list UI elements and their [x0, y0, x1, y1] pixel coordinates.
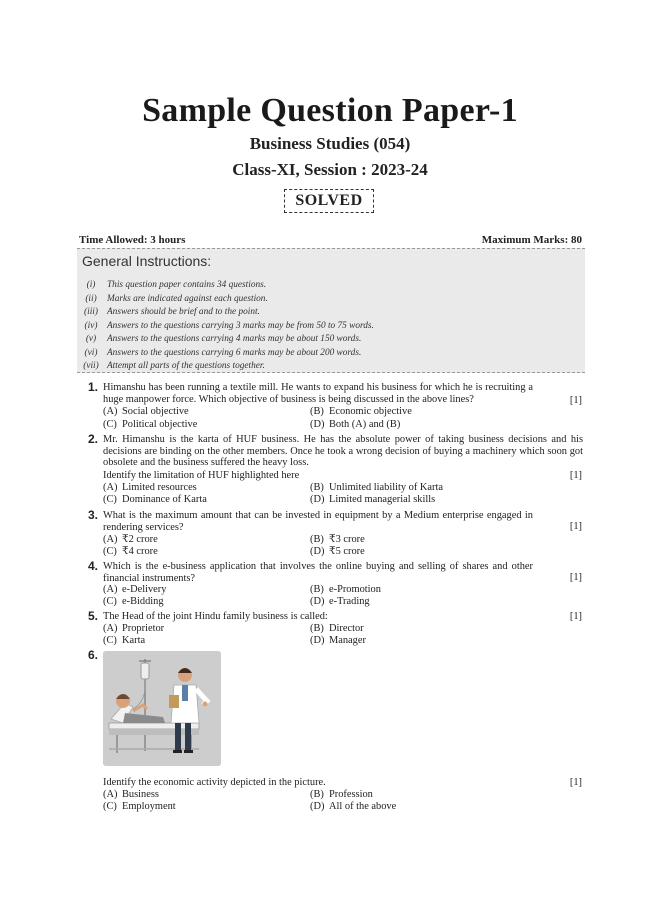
option-text: Dominance of Karta — [122, 494, 207, 505]
option-letter: (C) — [103, 635, 117, 646]
option-b — [310, 623, 364, 634]
option-letter: (D) — [310, 801, 325, 812]
option-text: e-Trading — [329, 596, 370, 607]
doctor-patient-illustration — [103, 651, 221, 766]
option-d — [310, 545, 365, 557]
option-c — [103, 801, 176, 812]
question-text: Which is the e-business application that involves the online buying and selling of shares and other financial instruments? — [103, 561, 533, 584]
option-text: ₹3 crore — [329, 534, 365, 545]
instruction-number: (i) — [86, 280, 96, 290]
question-text: Mr. Himanshu is the karta of HUF business. He has the absolute power of taking business decisions and his decisions are binding on the other members. Once he took a wrong decision of buying a machinery which soon got obsolete and the business suffered the heavy loss. — [103, 434, 583, 468]
instruction-text: Answers should be brief and to the point. — [107, 307, 260, 317]
instruction-text: Answers to the questions carrying 3 marks may be from 50 to 75 words. — [107, 320, 374, 331]
exam-meta — [79, 234, 582, 246]
option-letter: (C) — [103, 494, 117, 505]
option-text: Karta — [122, 635, 146, 646]
option-letter: (A) — [103, 584, 118, 595]
maximum-marks: Maximum Marks: 80 — [481, 234, 582, 246]
instruction-number: (vii) — [83, 361, 99, 371]
question-number: 4. — [88, 559, 99, 573]
option-text: Social objective — [122, 406, 189, 417]
option-text: Profession — [329, 789, 373, 800]
option-b — [310, 584, 381, 595]
option-letter: (A) — [103, 406, 118, 417]
option-d — [310, 801, 396, 812]
question-marks: [1] — [569, 572, 582, 583]
question-number: 1. — [88, 380, 99, 394]
question-text: Identify the economic activity depicted in the picture. — [103, 777, 326, 788]
instruction-number: (ii) — [85, 293, 97, 304]
instruction-text: Attempt all parts of the questions together. — [107, 361, 265, 371]
option-a — [103, 533, 158, 545]
option-c — [103, 494, 207, 505]
option-letter: (D) — [310, 596, 325, 607]
option-a — [103, 584, 166, 595]
question-number: 6. — [88, 648, 99, 662]
option-b — [310, 789, 373, 800]
option-text: Economic objective — [329, 406, 412, 417]
option-text: Proprietor — [122, 623, 165, 634]
solved-badge: SOLVED — [284, 189, 374, 213]
general-instructions-box — [77, 248, 585, 373]
subject-heading: Business Studies (054) — [249, 134, 411, 153]
option-a — [103, 406, 189, 417]
option-letter: (A) — [103, 534, 118, 545]
question-number: 2. — [88, 432, 99, 446]
option-letter: (C) — [103, 419, 117, 430]
instruction-text: This question paper contains 34 questions. — [107, 280, 267, 290]
option-d — [310, 596, 370, 607]
instruction-number: (iii) — [84, 307, 98, 317]
instruction-number: (iv) — [84, 320, 98, 331]
option-d — [310, 494, 435, 505]
option-letter: (C) — [103, 596, 117, 607]
option-letter: (B) — [310, 534, 324, 545]
option-b — [310, 533, 365, 545]
option-text: ₹4 crore — [122, 546, 158, 557]
option-letter: (D) — [310, 635, 325, 646]
option-letter: (D) — [310, 546, 325, 557]
question-marks: [1] — [569, 777, 582, 788]
option-letter: (B) — [310, 406, 324, 417]
instruction-number: (vi) — [84, 347, 98, 358]
option-text: Employment — [122, 801, 176, 812]
option-a — [103, 482, 197, 493]
option-text: e-Bidding — [122, 596, 164, 607]
option-letter: (B) — [310, 482, 324, 493]
class-session-heading: Class-XI, Session : 2023-24 — [232, 160, 428, 179]
option-text: Manager — [329, 635, 366, 646]
option-letter: (C) — [103, 801, 117, 812]
option-d — [310, 419, 400, 430]
question-number: 5. — [88, 609, 99, 623]
option-text: Business — [122, 789, 159, 800]
question-marks: [1] — [569, 395, 582, 406]
option-letter: (C) — [103, 546, 117, 557]
option-letter: (B) — [310, 584, 324, 595]
option-c — [103, 635, 145, 646]
option-text: Limited resources — [122, 482, 197, 493]
option-c — [103, 596, 164, 607]
option-text: Limited managerial skills — [329, 494, 436, 505]
option-text: Political objective — [122, 419, 198, 430]
option-letter: (A) — [103, 789, 118, 800]
option-letter: (D) — [310, 494, 325, 505]
option-b — [310, 482, 443, 493]
option-text: Both (A) and (B) — [329, 419, 401, 430]
option-c — [103, 419, 197, 430]
question-marks: [1] — [569, 470, 582, 481]
instruction-text: Marks are indicated against each question. — [107, 293, 268, 304]
option-letter: (A) — [103, 623, 118, 634]
instructions-heading: General Instructions: — [82, 253, 212, 269]
option-text: Director — [329, 623, 364, 634]
option-letter: (B) — [310, 623, 324, 634]
question-text: What is the maximum amount that can be invested in equipment by a Medium enterprise engaged in rendering services? — [103, 510, 533, 533]
option-text: ₹5 crore — [329, 546, 365, 557]
option-b — [310, 406, 412, 417]
option-letter: (D) — [310, 419, 325, 430]
option-letter: (B) — [310, 789, 324, 800]
option-a — [103, 623, 164, 634]
option-text: e-Promotion — [329, 584, 381, 595]
question-marks: [1] — [569, 521, 582, 532]
time-allowed: Time Allowed: 3 hours — [79, 234, 186, 246]
instruction-number: (v) — [85, 334, 97, 344]
option-d — [310, 635, 366, 646]
option-c — [103, 545, 158, 557]
question-text: The Head of the joint Hindu family business is called: — [103, 611, 328, 622]
question-text: Himanshu has been running a textile mill. He wants to expand his business for which he is recruiting a huge manpower force. Which objective of business is being discussed in the above lines? — [103, 382, 533, 405]
question-marks: [1] — [569, 611, 582, 622]
option-text: e-Delivery — [122, 584, 167, 595]
option-text: Unlimited liability of Karta — [329, 482, 443, 493]
page-title: Sample Question Paper-1 — [142, 92, 518, 129]
option-text: All of the above — [329, 801, 397, 812]
question-subtext: Identify the limitation of HUF highlighted here — [103, 470, 300, 481]
option-text: ₹2 crore — [122, 534, 158, 545]
question-number: 3. — [88, 508, 99, 522]
option-letter: (A) — [103, 482, 118, 493]
option-a — [103, 789, 159, 800]
instruction-text: Answers to the questions carrying 6 marks may be about 200 words. — [107, 347, 362, 358]
instruction-text: Answers to the questions carrying 4 marks may be about 150 words. — [107, 334, 362, 344]
